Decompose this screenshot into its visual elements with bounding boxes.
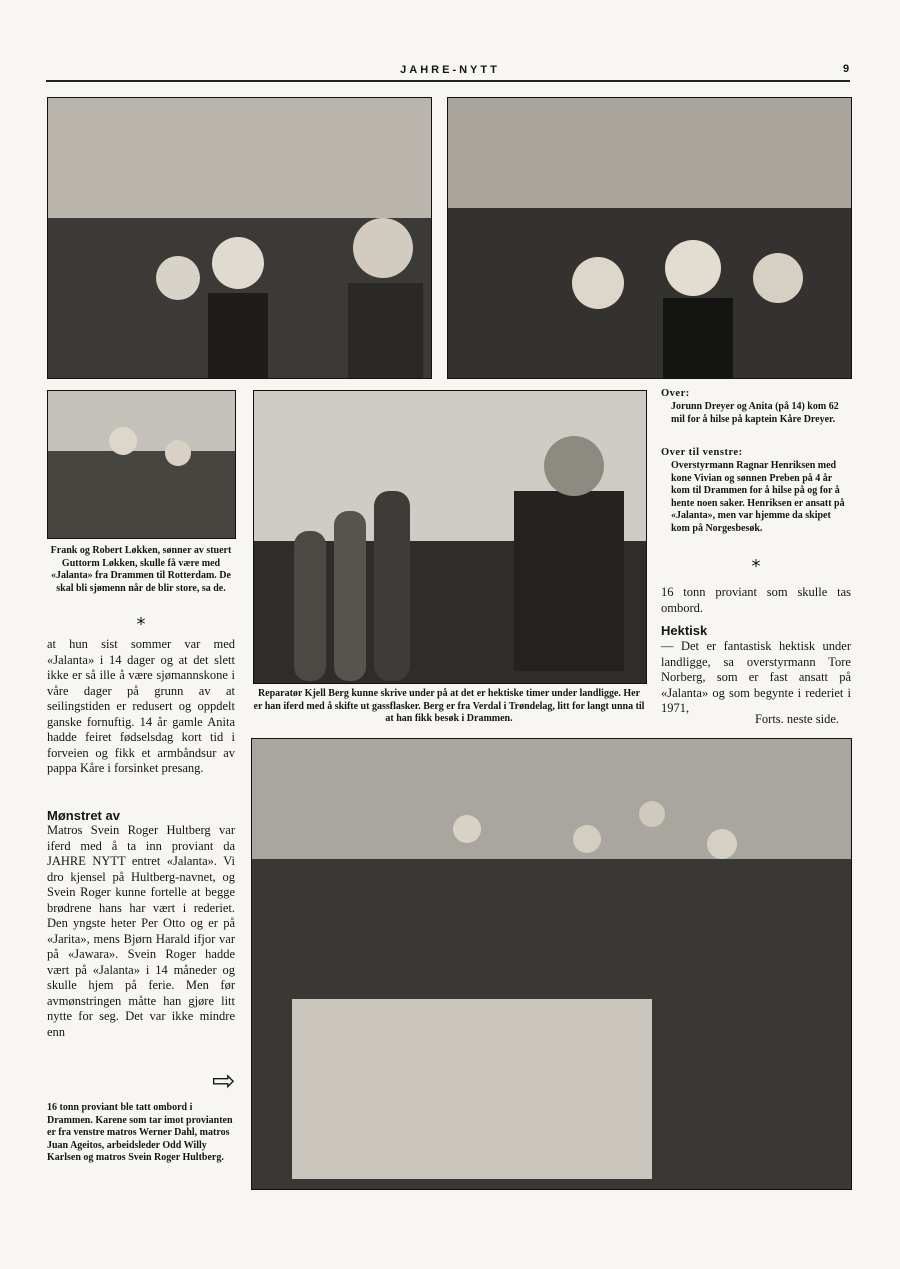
caption-kjell-berg: Reparatør Kjell Berg kunne skrive under på at det er hektiske timer under landligge. Her er han iferd med å skifte ut gassflasker. Berg er fra Verdal i Trøndelag, litt for langt unna til at han fikk besøk i Drammen. <box>253 688 645 724</box>
heading-monstret-av: Mønstret av <box>47 808 120 823</box>
photo-crew-unloading-provisions <box>251 738 852 1190</box>
asterisk-divider-left: * <box>136 614 146 635</box>
header-rule <box>46 80 850 82</box>
arrow-continue-icon: ⇨ <box>212 1064 236 1097</box>
photo-group-portrait <box>447 97 852 379</box>
caption-lokken-brothers: Frank og Robert Løkken, sønner av stuert Guttorm Løkken, skulle få være med «Jalanta» fra Drammen til Rotterdam. De skal bli sjømenn når de blir store, sa de. <box>50 545 232 594</box>
article-left-para-1: at hun sist sommer var med «Jalanta» i 14 dager og at det slett ikke er så ille å være sjømannskone i våre dager på grunn av at seilingstiden er redusert og oppdelt ganske fornuftig. 14 år gamle Anita hadde feiret fødselsdag kort tid i forveien og fikk et armbåndsur av pappa Kåre i forsinket presang. <box>47 637 235 775</box>
caption-over-left-text: Overstyrmann Ragnar Henriksen med kone Vivian og sønnen Preben på 4 år kom til Drammen for å hilse på og for å hente noen saker. Henriksen er ansatt på «Jalanta», men var hjemme da skipet kom på Norgesbesøk. <box>671 460 845 534</box>
article-right-para-1: 16 tonn proviant som skulle tas ombord. <box>661 585 851 615</box>
page-header-title: JAHRE-NYTT <box>400 64 500 76</box>
photo-repairman-gas-bottles <box>253 390 647 684</box>
page-number: 9 <box>843 63 850 75</box>
caption-over-left-label: Over til venstre: <box>661 447 743 458</box>
asterisk-divider-right: * <box>751 556 761 577</box>
article-left-para-2: Matros Svein Roger Hultberg var iferd med å ta inn proviant da JAHRE NYTT entret «Jalanta». Vi dro kjensel på Hultberg-navnet, og Svein Roger kunne fortelle at begge brødrene hans har vært i rederiet. Den yngste heter Per Otto og er på «Jarita», mens Bjørn Harald ifjor var på «Jawara». Svein Roger hadde vært på «Jalanta» i 14 måneder og skulle hjem på ferie. Men før avmønstringen måtte han gjøre litt nytte for seg. Det var ikke mindre enn <box>47 823 235 1039</box>
caption-over-text: Jorunn Dreyer og Anita (på 14) kom 62 mil for å hilse på kaptein Kåre Dreyer. <box>671 401 839 425</box>
photo-family-portrait <box>47 97 432 379</box>
photo-two-boys-on-deck <box>47 390 236 539</box>
caption-proviant: 16 tonn proviant ble tatt ombord i Drammen. Karene som tar imot provianten er fra venstre matros Werner Dahl, matros Juan Ageitos, arbeidsleder Odd Willy Karlsen og matros Svein Roger Hultberg. <box>47 1102 233 1163</box>
article-right-para-2: — Det er fantastisk hektisk under landligge, sa overstyrmann Tore Norberg, som er fast ansatt på «Jalanta» og som begynte i rederiet i 1971, <box>661 639 851 715</box>
caption-over-label: Over: <box>661 388 690 399</box>
heading-hektisk: Hektisk <box>661 623 708 638</box>
continued-next-page: Forts. neste side. <box>754 712 839 726</box>
